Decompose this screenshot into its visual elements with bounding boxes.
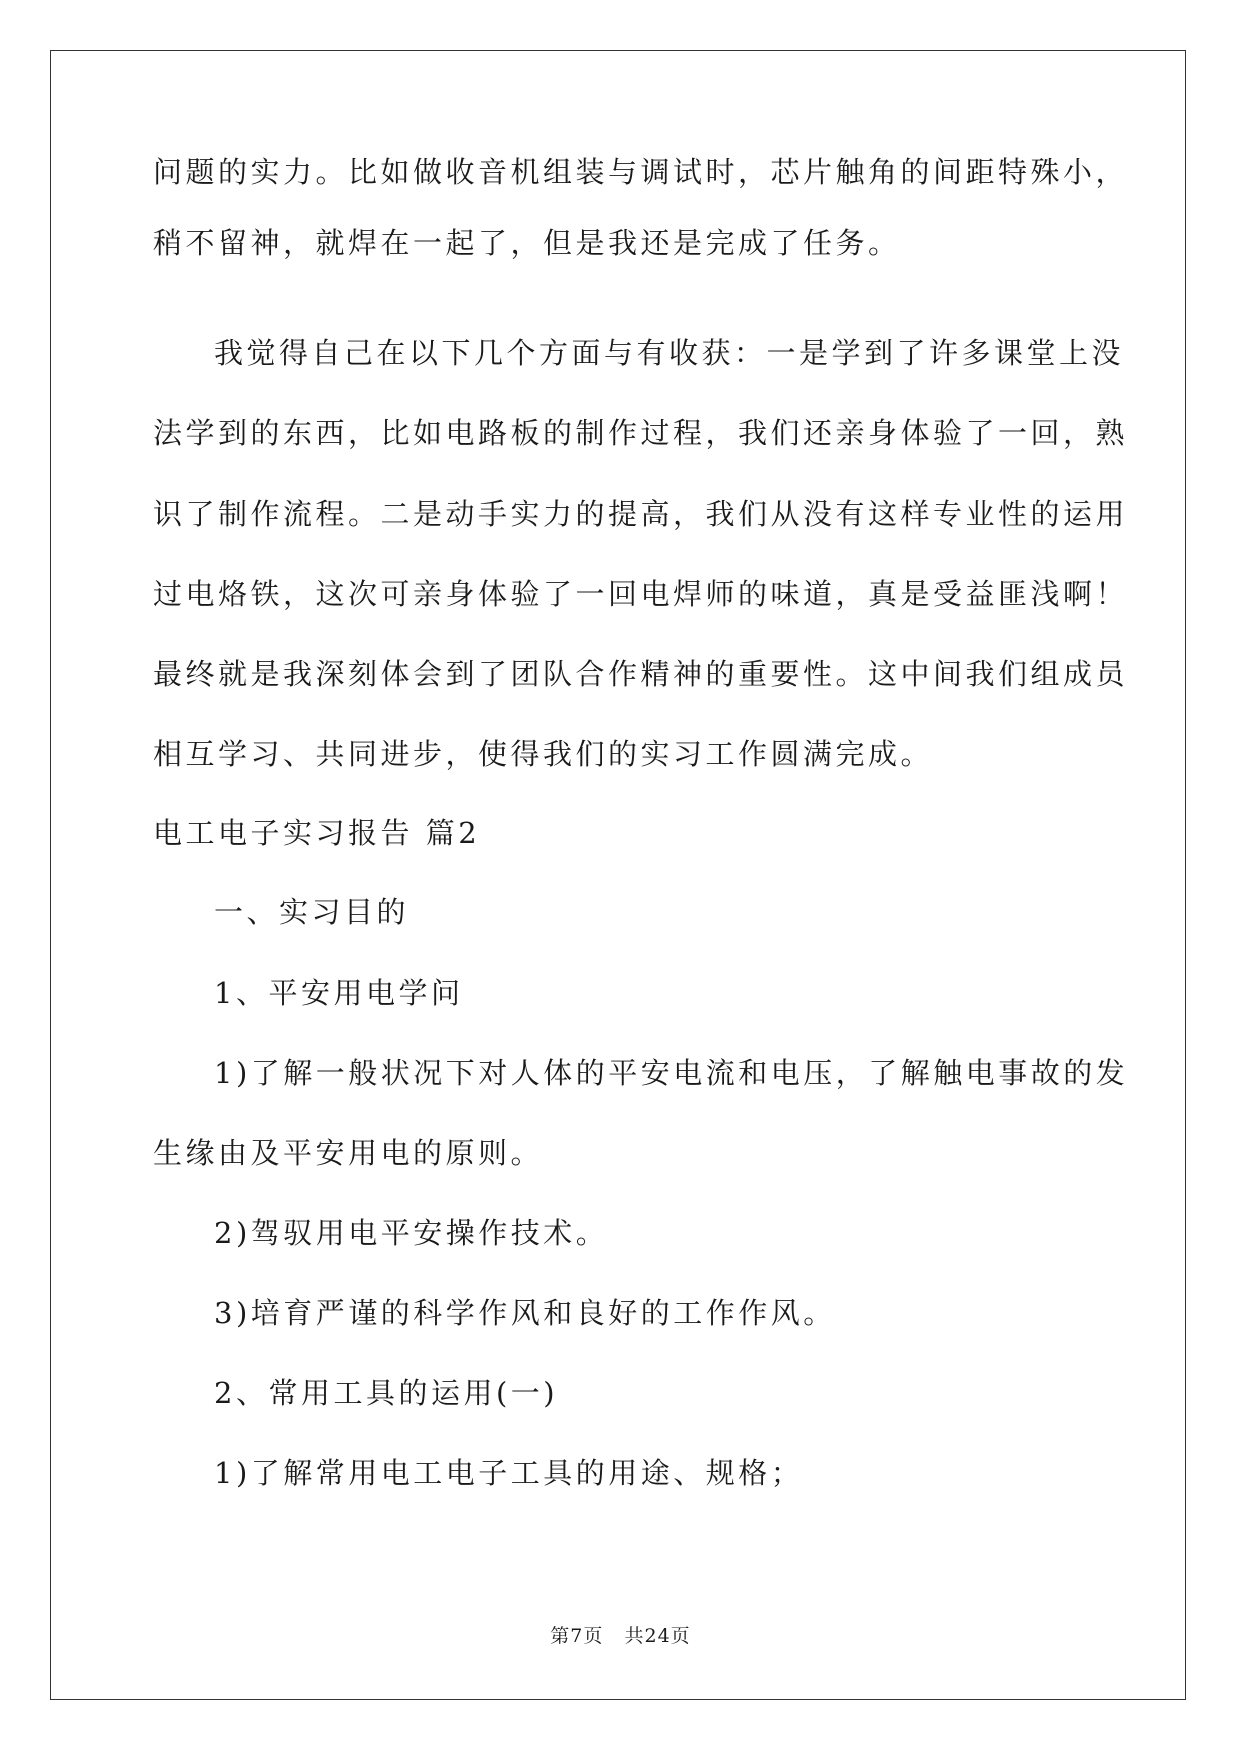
list-item: 1)了解常用电工电子工具的用途、规格； [214, 1456, 804, 1490]
paragraph-line: 最终就是我深刻体会到了团队合作精神的重要性。这中间我们组成员 [153, 657, 1129, 691]
paragraph-line: 我觉得自己在以下几个方面与有收获：一是学到了许多课堂上没 [214, 336, 1125, 370]
list-item-heading: 1、平安用电学问 [214, 976, 464, 1010]
section-heading: 电工电子实习报告 篇2 [153, 816, 481, 850]
list-item-continuation: 生缘由及平安用电的原则。 [153, 1136, 544, 1170]
list-item-heading: 2、常用工具的运用(一) [214, 1376, 559, 1410]
list-item: 2)驾驭用电平安操作技术。 [214, 1216, 609, 1250]
paragraph-line: 问题的实力。比如做收音机组装与调试时，芯片触角的间距特殊小， [153, 155, 1129, 189]
page-border [50, 50, 1186, 1700]
paragraph-line: 过电烙铁，这次可亲身体验了一回电焊师的味道，真是受益匪浅啊！ [153, 577, 1129, 611]
subsection-heading: 一、实习目的 [214, 895, 410, 929]
paragraph-line: 稍不留神，就焊在一起了，但是我还是完成了任务。 [153, 226, 901, 260]
paragraph-line: 法学到的东西，比如电路板的制作过程，我们还亲身体验了一回，熟 [153, 416, 1129, 450]
list-item: 3)培育严谨的科学作风和良好的工作作风。 [214, 1296, 836, 1330]
paragraph-line: 识了制作流程。二是动手实力的提高，我们从没有这样专业性的运用 [153, 497, 1129, 531]
paragraph-line: 相互学习、共同进步，使得我们的实习工作圆满完成。 [153, 737, 934, 771]
page-number-footer: 第7页 共24页 [550, 1625, 691, 1647]
list-item: 1)了解一般状况下对人体的平安电流和电压，了解触电事故的发 [214, 1056, 1129, 1090]
